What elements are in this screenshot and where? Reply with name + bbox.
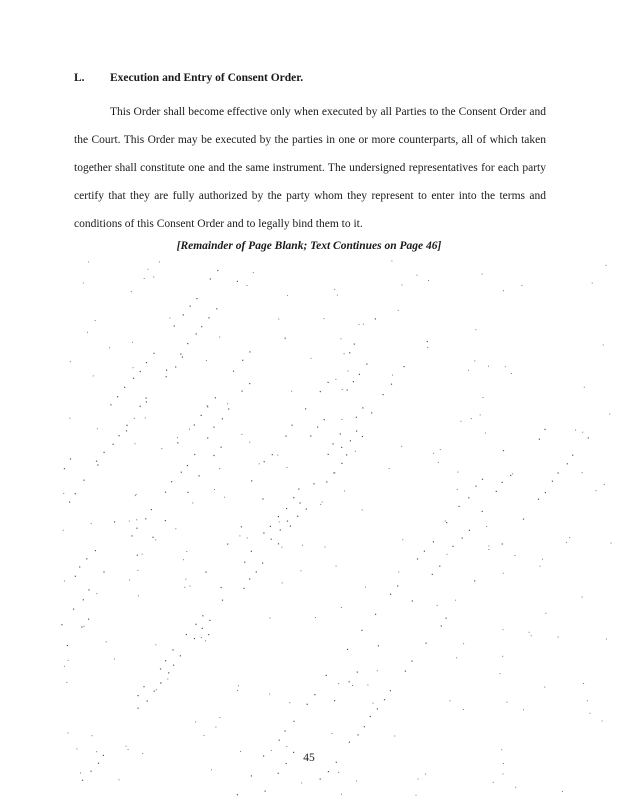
section-number: L. [74,72,85,84]
section-title: Execution and Entry of Consent Order. [110,72,304,84]
page-number: 45 [303,752,315,764]
body-paragraph: This Order shall become effective only when executed by all Parties to the Consent Order and the Court. This Order may be executed by the parties in one or more counterparts, all of which taken together shall constitute one and the same instrument. The undersigned representatives for each party certify that they are fully authorized by the party whom they represent to enter into the terms and conditions of this Consent Order and to legally bind them to it. [74,106,546,230]
continuation-note: [Remainder of Page Blank; Text Continues on Page 46] [176,240,442,252]
section-heading [74,72,303,84]
